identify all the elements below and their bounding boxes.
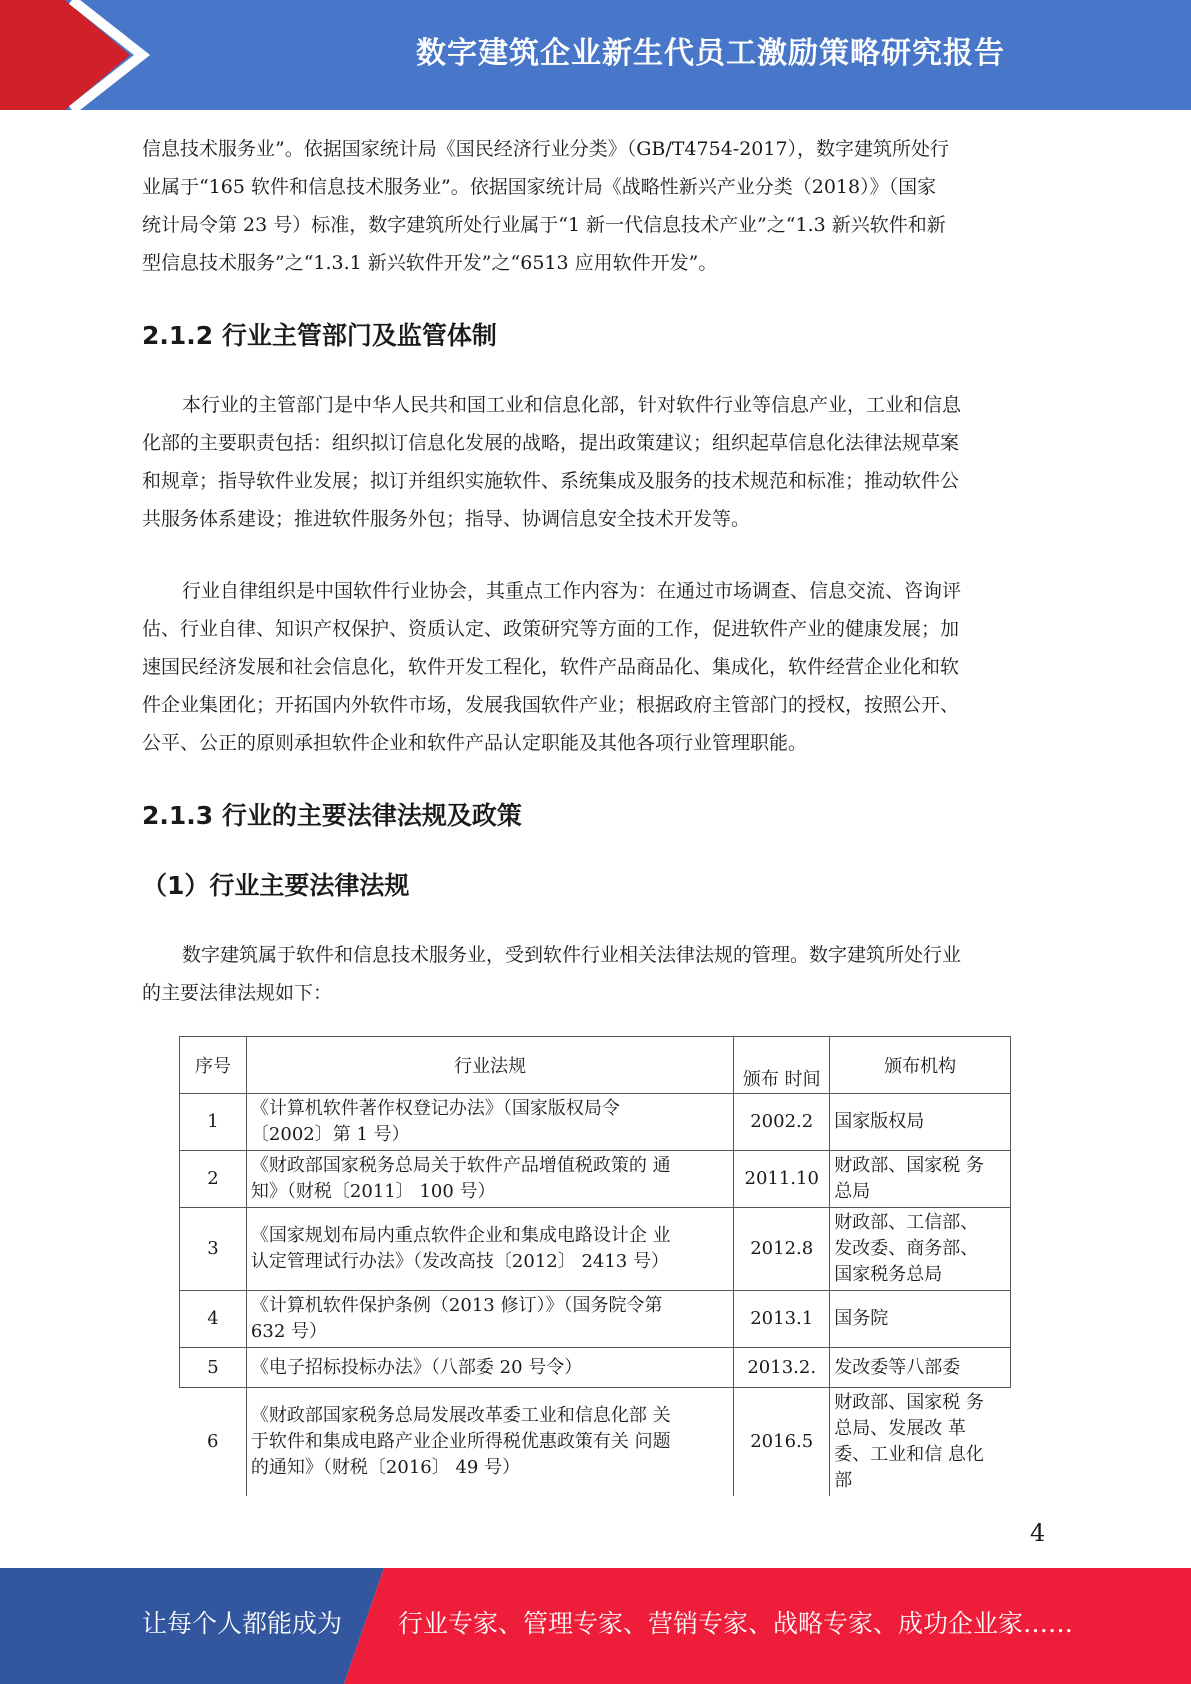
section-heading-2-1-2: 2.1.2 行业主管部门及监管体制 <box>142 321 497 350</box>
text-line: 和规章；指导软件业发展；拟订并组织实施软件、系统集成及服务的技术规范和标准；推动软件公 <box>142 470 960 492</box>
text-line: 统计局令第 23 号）标准，数字建筑所处行业属于“1 新一代信息技术产业”之“1.3 新兴软件和新 <box>142 214 946 236</box>
cell-org <box>830 1388 1011 1497</box>
cell-time: 2011.10 <box>734 1151 830 1208</box>
org-line: 国家版权局 <box>834 1111 925 1132</box>
org-line: 委、工业和信 息化 <box>834 1444 984 1465</box>
page-number: 4 <box>1030 1519 1046 1547</box>
law-line: 的通知》（财税〔2016〕 49 号） <box>250 1457 521 1478</box>
text-line: 行业自律组织是中国软件行业协会，其重点工作内容为：在通过市场调查、信息交流、咨询评 <box>182 580 962 602</box>
document-body <box>142 130 1046 1012</box>
text-line: 公平、公正的原则承担软件企业和软件产品认定职能及其他各项行业管理职能。 <box>142 732 808 754</box>
text-line: 业属于“165 软件和信息技术服务业”。依据国家统计局《战略性新兴产业分类（2018）》（国家 <box>142 176 937 198</box>
cell-law <box>246 1094 733 1151</box>
law-line: 《计算机软件保护条例（2013 修订）》（国务院令第 <box>250 1295 663 1316</box>
header-no: 序号 <box>180 1037 247 1094</box>
org-line: 总局 <box>834 1181 871 1202</box>
text-line: 件企业集团化；开拓国内外软件市场，发展我国软件产业；根据政府主管部门的授权，按照公开、 <box>142 694 960 716</box>
law-line: 《财政部国家税务总局关于软件产品增值税政策的 通 <box>250 1155 671 1176</box>
org-line: 总局、发展改 革 <box>834 1418 966 1439</box>
text-line: 型信息技术服务”之“1.3.1 新兴软件开发”之“6513 应用软件开发”。 <box>142 252 718 274</box>
text-line: 信息技术服务业”。依据国家统计局《国民经济行业分类》（GB/T4754-2017），数字建筑所处行 <box>142 138 950 160</box>
cell-no: 6 <box>180 1388 247 1497</box>
org-line: 财政部、工信部、 <box>834 1212 979 1233</box>
intro-paragraph <box>142 130 1046 282</box>
cell-no: 3 <box>180 1208 247 1291</box>
org-line: 发改委等八部委 <box>834 1356 961 1378</box>
cell-no: 1 <box>180 1094 247 1151</box>
page-footer <box>0 1568 1191 1684</box>
cell-time: 2016.5 <box>734 1388 830 1497</box>
table-row <box>180 1208 1011 1291</box>
cell-time: 2012.8 <box>734 1208 830 1291</box>
text-line: 的主要法律法规如下： <box>142 982 333 1004</box>
cell-org <box>830 1094 1011 1151</box>
header-org: 颁布机构 <box>830 1037 1011 1094</box>
text-line: 共服务体系建设；推进软件服务外包；指导、协调信息安全技术开发等。 <box>142 508 751 530</box>
org-line: 发改委、商务部、 <box>834 1238 979 1259</box>
header-law: 行业法规 <box>246 1037 733 1094</box>
laws-intro-paragraph <box>142 936 1046 1012</box>
cell-org <box>830 1348 1011 1388</box>
cell-org <box>830 1208 1011 1291</box>
org-line: 财政部、国家税 务 <box>834 1155 984 1176</box>
page-header <box>0 0 1191 110</box>
cell-no: 2 <box>180 1151 247 1208</box>
org-line: 部 <box>834 1470 853 1491</box>
cell-law <box>246 1151 733 1208</box>
law-line: 认定管理试行办法》（发改高技〔2012〕 2413 号） <box>250 1251 669 1272</box>
cell-time: 2013.2. <box>734 1348 830 1388</box>
cell-law <box>246 1348 733 1388</box>
laws-table <box>179 1036 1011 1496</box>
cell-no: 4 <box>180 1291 247 1348</box>
law-line: 《电子招标投标办法》（八部委 20 号令） <box>250 1356 583 1378</box>
header-title: 数字建筑企业新生代员工激励策略研究报告 <box>416 36 1005 71</box>
text-line: 化部的主要职责包括：组织拟订信息化发展的战略，提出政策建议；组织起草信息化法律法规草案 <box>142 432 960 454</box>
text-line: 数字建筑属于软件和信息技术服务业，受到软件行业相关法律法规的管理。数字建筑所处行业 <box>182 944 962 966</box>
text-line: 速国民经济发展和社会信息化，软件开发工程化，软件产品商品化、集成化，软件经营企业化和软 <box>142 656 960 678</box>
table-row <box>180 1151 1011 1208</box>
cell-org <box>830 1291 1011 1348</box>
header-time: 颁布 时间 <box>734 1037 830 1094</box>
org-line: 财政部、国家税 务 <box>834 1392 984 1413</box>
law-line: 《财政部国家税务总局发展改革委工业和信息化部 关 <box>250 1405 671 1426</box>
org-line: 国务院 <box>834 1308 889 1329</box>
org-line: 国家税务总局 <box>834 1264 943 1285</box>
header-chevron-icon <box>0 0 260 110</box>
table-row <box>180 1094 1011 1151</box>
subsection-heading-laws: （1）行业主要法律法规 <box>142 871 410 900</box>
text-line: 估、行业自律、知识产权保护、资质认定、政策研究等方面的工作，促进软件产业的健康发展；加 <box>142 618 960 640</box>
table-row <box>180 1388 1011 1497</box>
law-line: 于软件和集成电路产业企业所得税优惠政策有关 问题 <box>250 1431 671 1452</box>
cell-org <box>830 1151 1011 1208</box>
footer-slogan-left: 让每个人都能成为 <box>142 1609 343 1638</box>
table-row <box>180 1291 1011 1348</box>
cell-no: 5 <box>180 1348 247 1388</box>
cell-time: 2013.1 <box>734 1291 830 1348</box>
cell-time: 2002.2 <box>734 1094 830 1151</box>
cell-law <box>246 1388 733 1497</box>
section-heading-2-1-3: 2.1.3 行业的主要法律法规及政策 <box>142 801 522 830</box>
law-line: 《国家规划布局内重点软件企业和集成电路设计企 业 <box>250 1225 671 1246</box>
cell-law <box>246 1291 733 1348</box>
table-body <box>180 1094 1011 1497</box>
law-line: 632 号） <box>250 1321 327 1342</box>
footer-slogan-right: 行业专家、管理专家、营销专家、战略专家、成功企业家…… <box>398 1609 1074 1638</box>
law-line: 〔2002〕第 1 号） <box>250 1124 410 1145</box>
table-header-row <box>180 1037 1011 1094</box>
table-row <box>180 1348 1011 1388</box>
regulator-paragraph <box>142 386 1046 538</box>
association-paragraph <box>142 572 1046 762</box>
text-line: 本行业的主管部门是中华人民共和国工业和信息化部，针对软件行业等信息产业，工业和信息 <box>182 394 962 416</box>
cell-law <box>246 1208 733 1291</box>
law-line: 知》（财税〔2011〕 100 号） <box>250 1181 496 1202</box>
law-line: 《计算机软件著作权登记办法》（国家版权局令 <box>250 1098 620 1119</box>
